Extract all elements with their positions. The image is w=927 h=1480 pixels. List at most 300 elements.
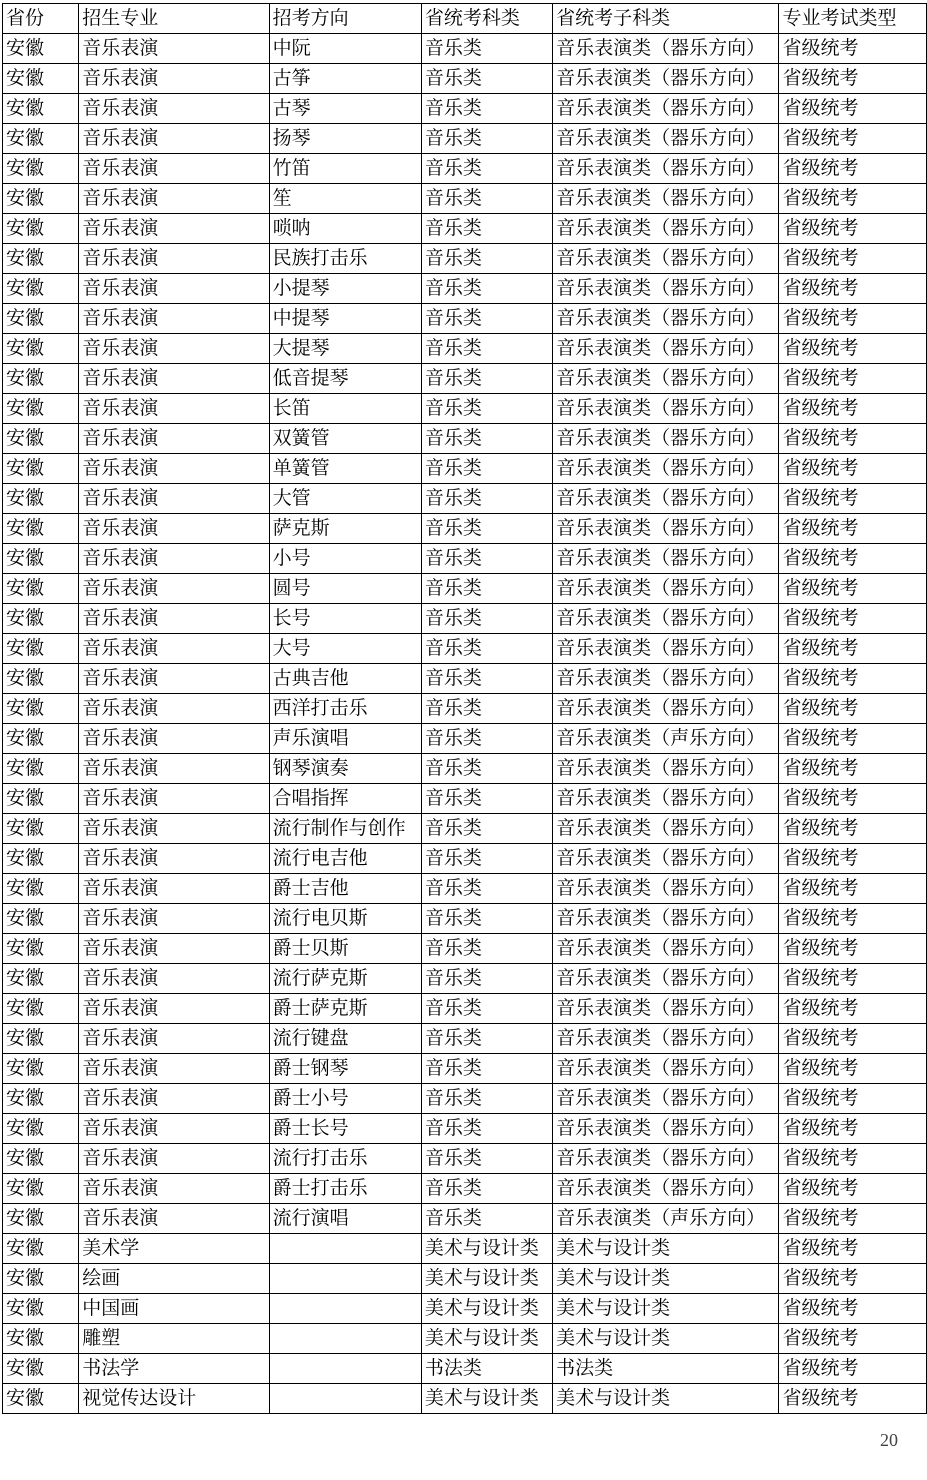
- cell-exam-subcategory: 音乐表演类（器乐方向）: [553, 214, 779, 244]
- cell-major: 音乐表演: [79, 964, 269, 994]
- cell-exam-subcategory: 音乐表演类（器乐方向）: [553, 514, 779, 544]
- cell-exam-type: 省级统考: [779, 874, 927, 904]
- cell-province: 安徽: [3, 364, 79, 394]
- table-row: [3, 904, 927, 934]
- table-row: [3, 34, 927, 64]
- cell-exam-type: 省级统考: [779, 1234, 927, 1264]
- cell-province: 安徽: [3, 394, 79, 424]
- cell-exam-category: 音乐类: [421, 844, 552, 874]
- table-row: [3, 634, 927, 664]
- cell-exam-subcategory: 音乐表演类（器乐方向）: [553, 184, 779, 214]
- cell-exam-subcategory: 书法类: [553, 1354, 779, 1384]
- cell-direction: 流行制作与创作: [269, 814, 421, 844]
- cell-exam-category: 音乐类: [421, 184, 552, 214]
- cell-exam-type: 省级统考: [779, 844, 927, 874]
- cell-province: 安徽: [3, 1204, 79, 1234]
- cell-exam-category: 音乐类: [421, 154, 552, 184]
- cell-province: 安徽: [3, 1354, 79, 1384]
- cell-exam-category: 音乐类: [421, 904, 552, 934]
- cell-major: 音乐表演: [79, 214, 269, 244]
- cell-exam-type: 省级统考: [779, 814, 927, 844]
- cell-exam-subcategory: 音乐表演类（器乐方向）: [553, 1174, 779, 1204]
- cell-exam-type: 省级统考: [779, 544, 927, 574]
- cell-exam-type: 省级统考: [779, 694, 927, 724]
- cell-direction: 笙: [269, 184, 421, 214]
- cell-direction: 大管: [269, 484, 421, 514]
- cell-major: 音乐表演: [79, 1174, 269, 1204]
- cell-exam-category: 音乐类: [421, 94, 552, 124]
- cell-exam-category: 音乐类: [421, 784, 552, 814]
- cell-exam-subcategory: 音乐表演类（器乐方向）: [553, 874, 779, 904]
- cell-major: 音乐表演: [79, 154, 269, 184]
- cell-major: 音乐表演: [79, 754, 269, 784]
- cell-exam-type: 省级统考: [779, 1174, 927, 1204]
- cell-direction: 流行电吉他: [269, 844, 421, 874]
- table-row: [3, 1384, 927, 1414]
- cell-exam-type: 省级统考: [779, 34, 927, 64]
- cell-direction: 古典吉他: [269, 664, 421, 694]
- cell-direction: 小号: [269, 544, 421, 574]
- table-row: [3, 754, 927, 784]
- cell-exam-category: 音乐类: [421, 694, 552, 724]
- cell-exam-category: 音乐类: [421, 994, 552, 1024]
- table-row: [3, 274, 927, 304]
- table-row: [3, 154, 927, 184]
- cell-major: 音乐表演: [79, 484, 269, 514]
- cell-exam-category: 音乐类: [421, 424, 552, 454]
- cell-direction: [269, 1294, 421, 1324]
- cell-direction: 西洋打击乐: [269, 694, 421, 724]
- table-row: [3, 664, 927, 694]
- cell-exam-category: 音乐类: [421, 64, 552, 94]
- cell-exam-category: 音乐类: [421, 574, 552, 604]
- cell-province: 安徽: [3, 934, 79, 964]
- cell-exam-type: 省级统考: [779, 514, 927, 544]
- cell-province: 安徽: [3, 1114, 79, 1144]
- cell-direction: 流行打击乐: [269, 1144, 421, 1174]
- cell-province: 安徽: [3, 274, 79, 304]
- cell-exam-subcategory: 音乐表演类（器乐方向）: [553, 934, 779, 964]
- cell-province: 安徽: [3, 184, 79, 214]
- cell-major: 音乐表演: [79, 94, 269, 124]
- cell-exam-type: 省级统考: [779, 364, 927, 394]
- cell-exam-subcategory: 音乐表演类（器乐方向）: [553, 1054, 779, 1084]
- cell-exam-subcategory: 音乐表演类（器乐方向）: [553, 274, 779, 304]
- cell-province: 安徽: [3, 754, 79, 784]
- cell-exam-category: 音乐类: [421, 1114, 552, 1144]
- header-row: [3, 4, 927, 34]
- table-row: [3, 424, 927, 454]
- cell-major: 音乐表演: [79, 364, 269, 394]
- cell-exam-type: 省级统考: [779, 604, 927, 634]
- cell-province: 安徽: [3, 514, 79, 544]
- cell-exam-category: 音乐类: [421, 394, 552, 424]
- cell-exam-category: 音乐类: [421, 124, 552, 154]
- page-number: 20: [880, 1430, 898, 1450]
- cell-exam-subcategory: 音乐表演类（器乐方向）: [553, 634, 779, 664]
- cell-province: 安徽: [3, 34, 79, 64]
- cell-province: 安徽: [3, 784, 79, 814]
- cell-exam-category: 音乐类: [421, 724, 552, 754]
- cell-exam-subcategory: 音乐表演类（器乐方向）: [553, 334, 779, 364]
- cell-major: 视觉传达设计: [79, 1384, 269, 1414]
- cell-major: 音乐表演: [79, 34, 269, 64]
- table-row: [3, 1264, 927, 1294]
- table-row: [3, 364, 927, 394]
- cell-exam-type: 省级统考: [779, 154, 927, 184]
- cell-direction: 流行萨克斯: [269, 964, 421, 994]
- table-row: [3, 454, 927, 484]
- cell-exam-category: 音乐类: [421, 874, 552, 904]
- cell-exam-type: 省级统考: [779, 244, 927, 274]
- table-row: [3, 604, 927, 634]
- cell-exam-subcategory: 音乐表演类（器乐方向）: [553, 304, 779, 334]
- table-row: [3, 724, 927, 754]
- table-row: [3, 1054, 927, 1084]
- cell-province: 安徽: [3, 1294, 79, 1324]
- cell-direction: [269, 1324, 421, 1354]
- cell-exam-subcategory: 音乐表演类（器乐方向）: [553, 844, 779, 874]
- cell-exam-type: 省级统考: [779, 904, 927, 934]
- cell-exam-subcategory: 音乐表演类（器乐方向）: [553, 694, 779, 724]
- cell-direction: 中阮: [269, 34, 421, 64]
- cell-exam-type: 省级统考: [779, 1204, 927, 1234]
- cell-exam-subcategory: 音乐表演类（器乐方向）: [553, 814, 779, 844]
- cell-exam-subcategory: 音乐表演类（器乐方向）: [553, 544, 779, 574]
- cell-province: 安徽: [3, 304, 79, 334]
- table-row: [3, 1204, 927, 1234]
- cell-exam-category: 音乐类: [421, 454, 552, 484]
- table-row: [3, 574, 927, 604]
- cell-exam-subcategory: 音乐表演类（器乐方向）: [553, 454, 779, 484]
- cell-major: 书法学: [79, 1354, 269, 1384]
- cell-direction: 合唱指挥: [269, 784, 421, 814]
- cell-province: 安徽: [3, 94, 79, 124]
- cell-exam-type: 省级统考: [779, 574, 927, 604]
- cell-major: 音乐表演: [79, 184, 269, 214]
- cell-exam-subcategory: 音乐表演类（器乐方向）: [553, 364, 779, 394]
- admissions-table: [2, 3, 927, 1414]
- cell-exam-subcategory: 音乐表演类（器乐方向）: [553, 1114, 779, 1144]
- cell-direction: 双簧管: [269, 424, 421, 454]
- cell-province: 安徽: [3, 1234, 79, 1264]
- cell-province: 安徽: [3, 1024, 79, 1054]
- cell-major: 音乐表演: [79, 874, 269, 904]
- cell-exam-type: 省级统考: [779, 1294, 927, 1324]
- cell-major: 音乐表演: [79, 424, 269, 454]
- cell-exam-type: 省级统考: [779, 1354, 927, 1384]
- cell-province: 安徽: [3, 1084, 79, 1114]
- cell-major: 中国画: [79, 1294, 269, 1324]
- cell-direction: [269, 1234, 421, 1264]
- cell-exam-subcategory: 音乐表演类（声乐方向）: [553, 724, 779, 754]
- table-row: [3, 1084, 927, 1114]
- cell-exam-type: 省级统考: [779, 184, 927, 214]
- cell-major: 音乐表演: [79, 394, 269, 424]
- cell-exam-type: 省级统考: [779, 394, 927, 424]
- cell-exam-subcategory: 音乐表演类（器乐方向）: [553, 994, 779, 1024]
- table-row: [3, 874, 927, 904]
- cell-major: 音乐表演: [79, 934, 269, 964]
- cell-exam-category: 美术与设计类: [421, 1264, 552, 1294]
- cell-direction: 爵士吉他: [269, 874, 421, 904]
- cell-province: 安徽: [3, 574, 79, 604]
- cell-exam-category: 美术与设计类: [421, 1294, 552, 1324]
- cell-direction: 爵士打击乐: [269, 1174, 421, 1204]
- header-cell-exam-type: 专业考试类型: [779, 4, 927, 34]
- table-row: [3, 94, 927, 124]
- cell-direction: 低音提琴: [269, 364, 421, 394]
- cell-exam-type: 省级统考: [779, 784, 927, 814]
- cell-province: 安徽: [3, 244, 79, 274]
- cell-direction: [269, 1384, 421, 1414]
- cell-exam-subcategory: 音乐表演类（器乐方向）: [553, 64, 779, 94]
- table-row: [3, 304, 927, 334]
- cell-exam-type: 省级统考: [779, 454, 927, 484]
- cell-exam-category: 音乐类: [421, 274, 552, 304]
- cell-province: 安徽: [3, 814, 79, 844]
- cell-major: 音乐表演: [79, 334, 269, 364]
- cell-direction: 流行键盘: [269, 1024, 421, 1054]
- table-row: [3, 484, 927, 514]
- cell-direction: 长笛: [269, 394, 421, 424]
- cell-exam-category: 音乐类: [421, 664, 552, 694]
- cell-direction: 大号: [269, 634, 421, 664]
- cell-exam-category: 音乐类: [421, 334, 552, 364]
- cell-province: 安徽: [3, 904, 79, 934]
- cell-province: 安徽: [3, 424, 79, 454]
- cell-province: 安徽: [3, 1384, 79, 1414]
- cell-province: 安徽: [3, 1174, 79, 1204]
- cell-direction: [269, 1264, 421, 1294]
- cell-major: 音乐表演: [79, 1114, 269, 1144]
- cell-exam-category: 音乐类: [421, 814, 552, 844]
- cell-direction: 爵士萨克斯: [269, 994, 421, 1024]
- cell-province: 安徽: [3, 1144, 79, 1174]
- table-row: [3, 514, 927, 544]
- cell-province: 安徽: [3, 724, 79, 754]
- table-row: [3, 994, 927, 1024]
- table-row: [3, 934, 927, 964]
- cell-exam-subcategory: 音乐表演类（器乐方向）: [553, 244, 779, 274]
- cell-province: 安徽: [3, 664, 79, 694]
- cell-major: 音乐表演: [79, 694, 269, 724]
- cell-direction: 单簧管: [269, 454, 421, 484]
- cell-province: 安徽: [3, 634, 79, 664]
- cell-major: 音乐表演: [79, 1054, 269, 1084]
- header-cell-province: 省份: [3, 4, 79, 34]
- cell-exam-category: 音乐类: [421, 304, 552, 334]
- cell-exam-type: 省级统考: [779, 334, 927, 364]
- cell-major: 雕塑: [79, 1324, 269, 1354]
- cell-province: 安徽: [3, 844, 79, 874]
- cell-province: 安徽: [3, 64, 79, 94]
- table-row: [3, 1324, 927, 1354]
- cell-exam-type: 省级统考: [779, 1024, 927, 1054]
- cell-exam-type: 省级统考: [779, 1264, 927, 1294]
- cell-direction: 小提琴: [269, 274, 421, 304]
- cell-province: 安徽: [3, 544, 79, 574]
- cell-exam-type: 省级统考: [779, 724, 927, 754]
- cell-province: 安徽: [3, 484, 79, 514]
- table-row: [3, 124, 927, 154]
- cell-exam-subcategory: 音乐表演类（器乐方向）: [553, 34, 779, 64]
- cell-major: 音乐表演: [79, 124, 269, 154]
- cell-major: 音乐表演: [79, 1084, 269, 1114]
- cell-exam-category: 音乐类: [421, 214, 552, 244]
- cell-exam-subcategory: 音乐表演类（声乐方向）: [553, 1204, 779, 1234]
- cell-major: 音乐表演: [79, 514, 269, 544]
- cell-exam-subcategory: 音乐表演类（器乐方向）: [553, 604, 779, 634]
- table-row: [3, 64, 927, 94]
- table-row: [3, 814, 927, 844]
- cell-exam-category: 音乐类: [421, 754, 552, 784]
- table-row: [3, 1354, 927, 1384]
- table-header: [3, 4, 927, 34]
- cell-exam-category: 音乐类: [421, 1054, 552, 1084]
- cell-direction: 竹笛: [269, 154, 421, 184]
- cell-major: 音乐表演: [79, 304, 269, 334]
- cell-direction: [269, 1354, 421, 1384]
- table-row: [3, 1144, 927, 1174]
- cell-major: 音乐表演: [79, 844, 269, 874]
- cell-major: 音乐表演: [79, 274, 269, 304]
- cell-major: 音乐表演: [79, 634, 269, 664]
- cell-exam-subcategory: 美术与设计类: [553, 1234, 779, 1264]
- table-row: [3, 964, 927, 994]
- table-row: [3, 394, 927, 424]
- cell-major: 音乐表演: [79, 574, 269, 604]
- cell-exam-type: 省级统考: [779, 1384, 927, 1414]
- cell-exam-subcategory: 音乐表演类（器乐方向）: [553, 94, 779, 124]
- cell-province: 安徽: [3, 1054, 79, 1084]
- cell-direction: 长号: [269, 604, 421, 634]
- cell-exam-subcategory: 音乐表演类（器乐方向）: [553, 424, 779, 454]
- cell-exam-subcategory: 美术与设计类: [553, 1324, 779, 1354]
- cell-province: 安徽: [3, 874, 79, 904]
- cell-exam-subcategory: 音乐表演类（器乐方向）: [553, 1144, 779, 1174]
- table-row: [3, 1114, 927, 1144]
- table-row: [3, 1024, 927, 1054]
- cell-exam-subcategory: 美术与设计类: [553, 1294, 779, 1324]
- cell-province: 安徽: [3, 334, 79, 364]
- header-cell-exam-category: 省统考科类: [421, 4, 552, 34]
- table-row: [3, 334, 927, 364]
- cell-exam-subcategory: 美术与设计类: [553, 1264, 779, 1294]
- cell-major: 音乐表演: [79, 1204, 269, 1234]
- cell-major: 音乐表演: [79, 604, 269, 634]
- cell-exam-category: 音乐类: [421, 244, 552, 274]
- cell-major: 音乐表演: [79, 664, 269, 694]
- cell-direction: 爵士长号: [269, 1114, 421, 1144]
- cell-direction: 声乐演唱: [269, 724, 421, 754]
- cell-province: 安徽: [3, 964, 79, 994]
- table-row: [3, 844, 927, 874]
- cell-exam-type: 省级统考: [779, 1144, 927, 1174]
- cell-major: 音乐表演: [79, 724, 269, 754]
- cell-direction: 大提琴: [269, 334, 421, 364]
- cell-exam-category: 音乐类: [421, 544, 552, 574]
- table-row: [3, 1294, 927, 1324]
- cell-exam-category: 音乐类: [421, 934, 552, 964]
- table-row: [3, 694, 927, 724]
- cell-major: 音乐表演: [79, 454, 269, 484]
- table-body: [3, 34, 927, 1414]
- cell-province: 安徽: [3, 154, 79, 184]
- cell-direction: 爵士贝斯: [269, 934, 421, 964]
- cell-exam-type: 省级统考: [779, 754, 927, 784]
- cell-exam-category: 音乐类: [421, 964, 552, 994]
- table-row: [3, 1174, 927, 1204]
- cell-exam-subcategory: 音乐表演类（器乐方向）: [553, 754, 779, 784]
- table-row: [3, 244, 927, 274]
- cell-exam-subcategory: 音乐表演类（器乐方向）: [553, 394, 779, 424]
- cell-exam-category: 音乐类: [421, 364, 552, 394]
- cell-major: 音乐表演: [79, 64, 269, 94]
- cell-province: 安徽: [3, 604, 79, 634]
- cell-direction: 爵士钢琴: [269, 1054, 421, 1084]
- cell-exam-type: 省级统考: [779, 1324, 927, 1354]
- cell-province: 安徽: [3, 994, 79, 1024]
- cell-exam-type: 省级统考: [779, 304, 927, 334]
- table-row: [3, 1234, 927, 1264]
- cell-exam-type: 省级统考: [779, 94, 927, 124]
- cell-major: 音乐表演: [79, 994, 269, 1024]
- cell-exam-type: 省级统考: [779, 1114, 927, 1144]
- cell-exam-category: 音乐类: [421, 1204, 552, 1234]
- cell-exam-category: 音乐类: [421, 1144, 552, 1174]
- cell-exam-type: 省级统考: [779, 634, 927, 664]
- cell-exam-subcategory: 音乐表演类（器乐方向）: [553, 964, 779, 994]
- cell-exam-type: 省级统考: [779, 424, 927, 454]
- cell-direction: 扬琴: [269, 124, 421, 154]
- header-cell-direction: 招考方向: [269, 4, 421, 34]
- cell-exam-category: 美术与设计类: [421, 1384, 552, 1414]
- cell-exam-category: 音乐类: [421, 1084, 552, 1114]
- cell-province: 安徽: [3, 694, 79, 724]
- cell-province: 安徽: [3, 454, 79, 484]
- table-row: [3, 184, 927, 214]
- header-cell-major: 招生专业: [79, 4, 269, 34]
- cell-direction: 古琴: [269, 94, 421, 124]
- cell-exam-type: 省级统考: [779, 64, 927, 94]
- cell-exam-type: 省级统考: [779, 964, 927, 994]
- cell-exam-category: 音乐类: [421, 634, 552, 664]
- cell-major: 音乐表演: [79, 1144, 269, 1174]
- cell-exam-subcategory: 音乐表演类（器乐方向）: [553, 664, 779, 694]
- cell-exam-type: 省级统考: [779, 934, 927, 964]
- cell-exam-category: 音乐类: [421, 514, 552, 544]
- table-row: [3, 544, 927, 574]
- cell-province: 安徽: [3, 1264, 79, 1294]
- cell-direction: 中提琴: [269, 304, 421, 334]
- cell-exam-subcategory: 音乐表演类（器乐方向）: [553, 574, 779, 604]
- cell-major: 音乐表演: [79, 784, 269, 814]
- cell-major: 音乐表演: [79, 814, 269, 844]
- cell-exam-subcategory: 音乐表演类（器乐方向）: [553, 124, 779, 154]
- cell-exam-type: 省级统考: [779, 484, 927, 514]
- cell-exam-subcategory: 音乐表演类（器乐方向）: [553, 1084, 779, 1114]
- cell-exam-type: 省级统考: [779, 1084, 927, 1114]
- cell-exam-type: 省级统考: [779, 274, 927, 304]
- cell-direction: 流行演唱: [269, 1204, 421, 1234]
- cell-major: 音乐表演: [79, 1024, 269, 1054]
- cell-major: 音乐表演: [79, 544, 269, 574]
- cell-exam-type: 省级统考: [779, 994, 927, 1024]
- cell-direction: 古筝: [269, 64, 421, 94]
- cell-exam-subcategory: 音乐表演类（器乐方向）: [553, 1024, 779, 1054]
- cell-exam-category: 美术与设计类: [421, 1324, 552, 1354]
